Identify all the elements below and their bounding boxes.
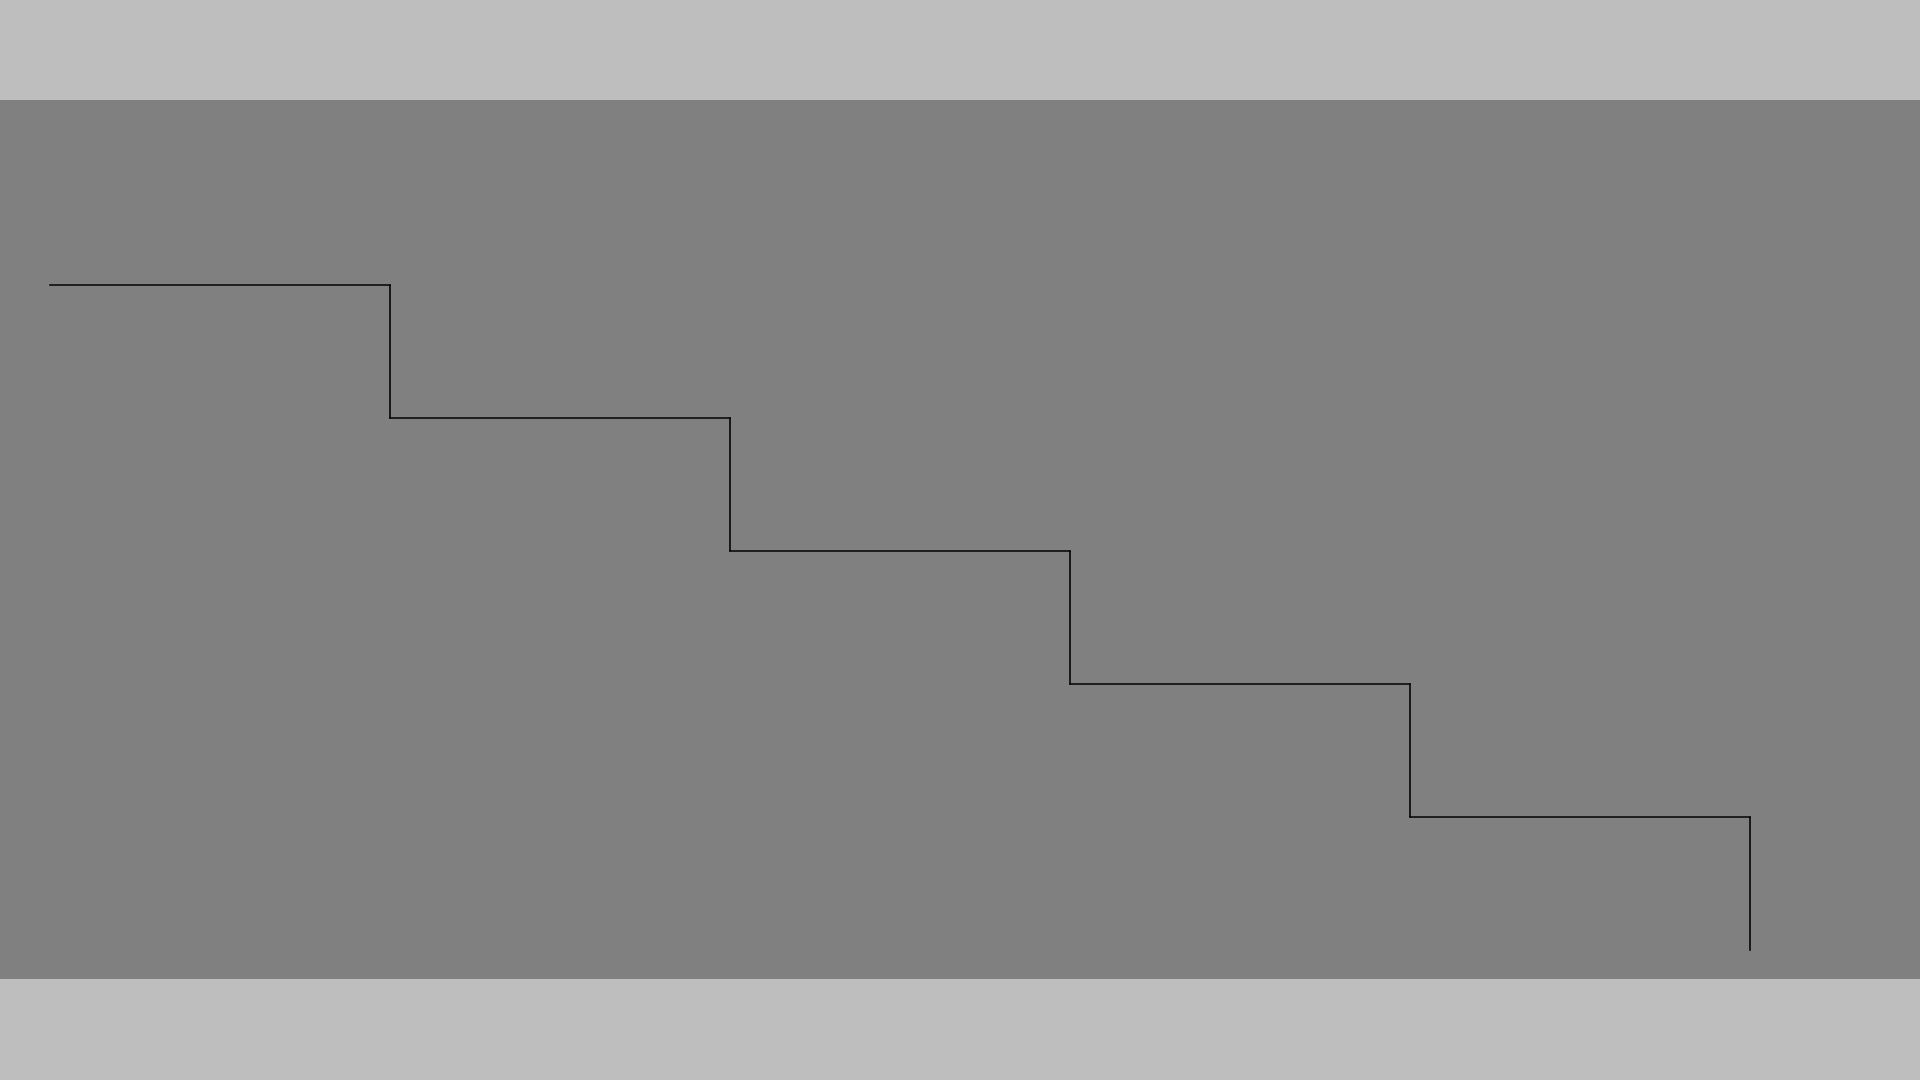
canvas-background [0, 100, 1920, 979]
staircase-drawing [0, 100, 1920, 979]
letterbox-bottom-bar [0, 979, 1920, 1080]
letterbox-top-bar [0, 0, 1920, 100]
drawing-canvas[interactable] [0, 100, 1920, 979]
